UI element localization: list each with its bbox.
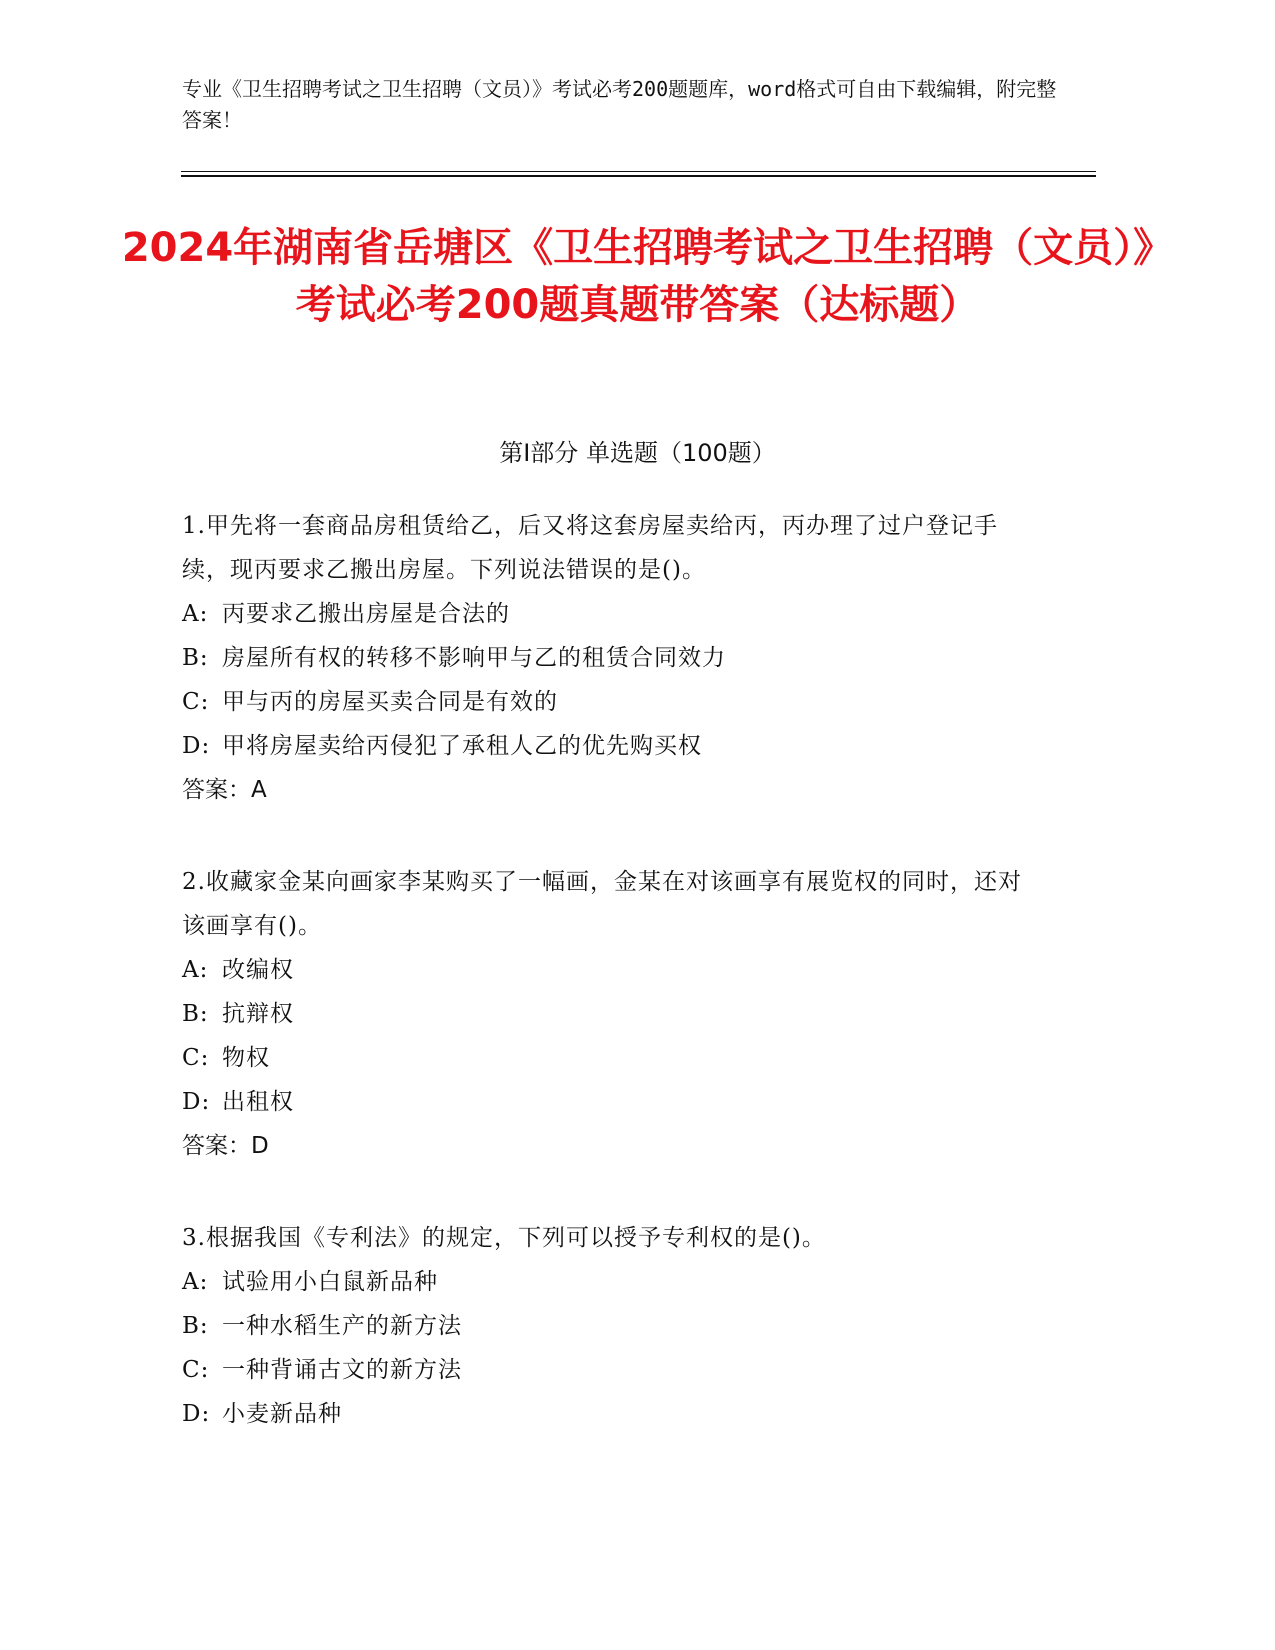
option-d xyxy=(182,1392,1042,1436)
option-a xyxy=(182,948,1042,992)
answer-label: 答案： xyxy=(182,1133,251,1159)
option-text: 甲与丙的房屋买卖合同是有效的 xyxy=(222,689,558,715)
answer-line xyxy=(182,768,1042,812)
question-1 xyxy=(182,504,1042,812)
option-letter: D: xyxy=(182,733,211,759)
option-d xyxy=(182,724,1042,768)
answer-line xyxy=(182,1124,1042,1168)
option-a xyxy=(182,1260,1042,1304)
option-c xyxy=(182,1036,1042,1080)
option-text: 物权 xyxy=(222,1045,270,1071)
answer-value: D xyxy=(251,1133,269,1159)
document-title: 2024年湖南省岳塘区《卫生招聘考试之卫生招聘（文员）》考试必考200题真题带答案（达标题） xyxy=(121,225,1154,328)
answer-label: 答案： xyxy=(182,777,251,803)
option-text: 一种水稻生产的新方法 xyxy=(222,1313,462,1339)
option-letter: B: xyxy=(182,1313,209,1339)
option-text: 出租权 xyxy=(222,1089,294,1115)
question-stem: 2.收藏家金某向画家李某购买了一幅画，金某在对该画享有展览权的同时，还对该画享有()。 xyxy=(182,869,1022,939)
option-c xyxy=(182,680,1042,724)
question-2 xyxy=(182,860,1042,1168)
option-letter: D: xyxy=(182,1089,211,1115)
option-letter: B: xyxy=(182,1001,209,1027)
question-stem: 3.根据我国《专利法》的规定，下列可以授予专利权的是()。 xyxy=(182,1225,826,1251)
option-text: 丙要求乙搬出房屋是合法的 xyxy=(222,601,510,627)
option-text: 房屋所有权的转移不影响甲与乙的租赁合同效力 xyxy=(222,645,726,671)
option-letter: C: xyxy=(182,1045,210,1071)
option-text: 试验用小白鼠新品种 xyxy=(222,1269,438,1295)
question-stem: 1.甲先将一套商品房租赁给乙，后又将这套房屋卖给丙，丙办理了过户登记手续，现丙要求乙搬出房屋。下列说法错误的是()。 xyxy=(182,513,998,583)
answer-value: A xyxy=(251,777,267,803)
option-d xyxy=(182,1080,1042,1124)
option-b xyxy=(182,636,1042,680)
section-title: 第Ⅰ部分 单选题（100题） xyxy=(499,439,776,467)
intro-text: 专业《卫生招聘考试之卫生招聘（文员）》考试必考200题题库，word格式可自由下载编辑，附完整答案！ xyxy=(182,77,1057,132)
option-letter: C: xyxy=(182,689,210,715)
question-3 xyxy=(182,1216,1042,1436)
option-b xyxy=(182,1304,1042,1348)
option-text: 改编权 xyxy=(222,957,294,983)
option-a xyxy=(182,592,1042,636)
option-letter: C: xyxy=(182,1357,210,1383)
option-b xyxy=(182,992,1042,1036)
option-letter: D: xyxy=(182,1401,211,1427)
header-rule-thick xyxy=(181,175,1096,177)
option-text: 甲将房屋卖给丙侵犯了承租人乙的优先购买权 xyxy=(222,733,702,759)
option-letter: A: xyxy=(182,601,209,627)
question-list xyxy=(182,504,1042,1484)
option-text: 抗辩权 xyxy=(222,1001,294,1027)
option-c xyxy=(182,1348,1042,1392)
option-text: 小麦新品种 xyxy=(222,1401,342,1427)
option-letter: A: xyxy=(182,957,209,983)
header-rule-thin xyxy=(181,171,1096,172)
option-letter: A: xyxy=(182,1269,209,1295)
option-letter: B: xyxy=(182,645,209,671)
option-text: 一种背诵古文的新方法 xyxy=(222,1357,462,1383)
